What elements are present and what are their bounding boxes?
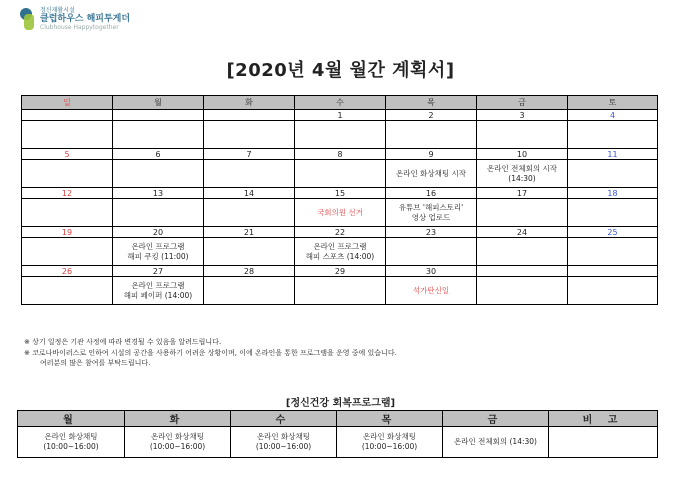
program-cell — [18, 427, 125, 458]
calendar-date-row — [22, 110, 658, 121]
calendar-date: 20 — [113, 227, 204, 238]
calendar-header-sun: 일 — [22, 96, 113, 110]
calendar-event-cell — [568, 238, 658, 266]
program-cell-text: 온라인 화상채팅 — [362, 432, 417, 441]
calendar-event-cell — [295, 238, 386, 266]
program-cell-text: 온라인 화상채팅 — [256, 432, 311, 441]
calendar-event-cell — [113, 277, 204, 305]
calendar-event-text: 해피 페이퍼 (14:00) — [123, 290, 193, 300]
program-header: 화 — [125, 411, 231, 427]
calendar-event-cell — [295, 160, 386, 188]
calendar-date: 17 — [477, 188, 568, 199]
calendar-date: 7 — [204, 149, 295, 160]
logo-org-type: 정신재활시설 — [40, 6, 75, 14]
calendar-event-cell — [477, 238, 568, 266]
calendar-date: 1 — [295, 110, 386, 121]
calendar-date — [22, 110, 113, 121]
calendar-event-cell — [204, 238, 295, 266]
note-online-program: ※ 코로나바이러스로 인하여 시설의 공간을 사용하기 어려운 상황이며, 이에 온라인을 통한 프로그램을 운영 중에 있습니다. — [24, 348, 397, 357]
calendar-event-row — [22, 199, 658, 227]
clubhouse-logo-icon — [18, 6, 36, 32]
calendar-event-text: 해피 쿠킹 (11:00) — [127, 251, 189, 261]
calendar-event-cell — [204, 121, 295, 149]
calendar-date — [113, 110, 204, 121]
calendar-date: 18 — [568, 188, 658, 199]
calendar-event-cell — [22, 121, 113, 149]
calendar-date: 23 — [386, 227, 477, 238]
program-cell-text: (10:00~16:00) — [149, 442, 206, 451]
calendar-event-cell — [386, 277, 477, 305]
program-cell — [125, 427, 231, 458]
calendar-event-cell — [386, 238, 477, 266]
program-header: 목 — [337, 411, 443, 427]
page-title: [2020년 4월 월간 계획서] — [226, 60, 455, 81]
calendar-event-cell — [113, 238, 204, 266]
calendar-date-row — [22, 227, 658, 238]
calendar-event-cell — [22, 199, 113, 227]
calendar-date-row — [22, 149, 658, 160]
calendar-date: 12 — [22, 188, 113, 199]
calendar-event-cell — [295, 199, 386, 227]
note-participation: 여러분의 많은 참여를 부탁드립니다. — [40, 359, 151, 367]
calendar-date: 9 — [386, 149, 477, 160]
logo-org-name: 클럽하우스 해피투게더 — [40, 13, 131, 24]
program-cell — [549, 427, 658, 458]
calendar-date-row — [22, 266, 658, 277]
calendar-event-text: 유튜브 '해피스토리' — [398, 202, 464, 212]
program-header: 금 — [443, 411, 549, 427]
calendar-event-row — [22, 238, 658, 266]
calendar-event-cell — [477, 277, 568, 305]
calendar-event-text: 온라인 프로그램 — [131, 280, 185, 290]
notes — [24, 337, 397, 369]
calendar-date: 13 — [113, 188, 204, 199]
calendar-date: 8 — [295, 149, 386, 160]
calendar-date-row — [22, 188, 658, 199]
program-cell-text: (10:00~16:00) — [361, 442, 418, 451]
calendar-event-cell — [204, 199, 295, 227]
calendar-date: 15 — [295, 188, 386, 199]
program-header: 수 — [231, 411, 337, 427]
program-cell-text: 온라인 화상채팅 — [44, 432, 98, 441]
calendar-event-row — [22, 121, 658, 149]
calendar-event-text: 온라인 전체회의 시작 — [487, 163, 557, 173]
calendar-date: 6 — [113, 149, 204, 160]
calendar-date: 24 — [477, 227, 568, 238]
calendar-event-cell — [568, 277, 658, 305]
calendar-date: 2 — [386, 110, 477, 121]
calendar-event-cell — [22, 160, 113, 188]
calendar-date: 5 — [22, 149, 113, 160]
calendar-event-cell — [113, 160, 204, 188]
calendar-event-text: 국회의원 선거 — [317, 207, 363, 217]
calendar-header-tue: 화 — [204, 96, 295, 110]
calendar-event-text: 해피 스포츠 (14:00) — [305, 251, 375, 261]
program-cell-text: 온라인 화상채팅 — [150, 432, 205, 441]
program-cell-text: 온라인 전체회의 (14:30) — [454, 437, 537, 446]
calendar-header-fri: 금 — [477, 96, 568, 110]
calendar-date: 28 — [204, 266, 295, 277]
program-header: 비 고 — [549, 411, 658, 427]
note-schedule-change: ※ 상기 일정은 기관 사정에 따라 변경될 수 있음을 알려드립니다. — [24, 338, 222, 346]
calendar-date: 4 — [568, 110, 658, 121]
calendar-event-cell — [22, 277, 113, 305]
program-cell — [443, 427, 549, 458]
calendar-event-cell — [477, 121, 568, 149]
calendar-date: 29 — [295, 266, 386, 277]
program-cell-text: (10:00~16:00) — [43, 442, 99, 451]
calendar-header-mon: 월 — [113, 96, 204, 110]
calendar-event-cell — [386, 160, 477, 188]
calendar-event-row — [22, 277, 658, 305]
calendar-event-cell — [568, 121, 658, 149]
calendar-date: 21 — [204, 227, 295, 238]
calendar-date: 16 — [386, 188, 477, 199]
program-header: 월 — [18, 411, 125, 427]
calendar-date — [477, 266, 568, 277]
calendar-event-cell — [295, 277, 386, 305]
calendar-event-text: 온라인 화상채팅 시작 — [396, 168, 466, 178]
calendar-event-cell — [477, 199, 568, 227]
calendar-header-wed: 수 — [295, 96, 386, 110]
calendar-event-text: 영상 업로드 — [411, 212, 451, 222]
calendar-date: 27 — [113, 266, 204, 277]
program-cell-text: (10:00~16:00) — [255, 442, 312, 451]
calendar-event-cell — [22, 238, 113, 266]
calendar-event-row — [22, 160, 658, 188]
monthly-calendar — [21, 95, 658, 305]
calendar-date: 30 — [386, 266, 477, 277]
calendar-event-cell — [204, 277, 295, 305]
calendar-header-sat: 토 — [568, 96, 658, 110]
calendar-date: 26 — [22, 266, 113, 277]
calendar-event-text: (14:30) — [508, 173, 536, 183]
calendar-date: 3 — [477, 110, 568, 121]
calendar-date: 19 — [22, 227, 113, 238]
calendar-event-cell — [568, 160, 658, 188]
calendar-event-cell — [204, 160, 295, 188]
calendar-event-cell — [113, 121, 204, 149]
calendar-event-cell — [113, 199, 204, 227]
program-cell — [337, 427, 443, 458]
calendar-event-cell — [386, 199, 477, 227]
calendar-date — [204, 110, 295, 121]
calendar-event-text: 온라인 프로그램 — [313, 241, 367, 251]
program-table — [17, 410, 658, 458]
calendar-date: 11 — [568, 149, 658, 160]
calendar-date: 25 — [568, 227, 658, 238]
calendar-date: 14 — [204, 188, 295, 199]
calendar-event-cell — [386, 121, 477, 149]
program-title: [정신건강 회복프로그램] — [285, 398, 396, 409]
logo — [18, 6, 130, 32]
calendar-header-thu: 목 — [386, 96, 477, 110]
calendar-event-cell — [477, 160, 568, 188]
calendar-date: 22 — [295, 227, 386, 238]
calendar-event-text: 석가탄신일 — [412, 285, 450, 295]
calendar-event-text: 온라인 프로그램 — [131, 241, 185, 251]
program-cell — [231, 427, 337, 458]
calendar-date — [568, 266, 658, 277]
logo-org-name-en: Clubhouse Happytogether — [40, 23, 119, 31]
calendar-date: 10 — [477, 149, 568, 160]
calendar-event-cell — [568, 199, 658, 227]
calendar-event-cell — [295, 121, 386, 149]
